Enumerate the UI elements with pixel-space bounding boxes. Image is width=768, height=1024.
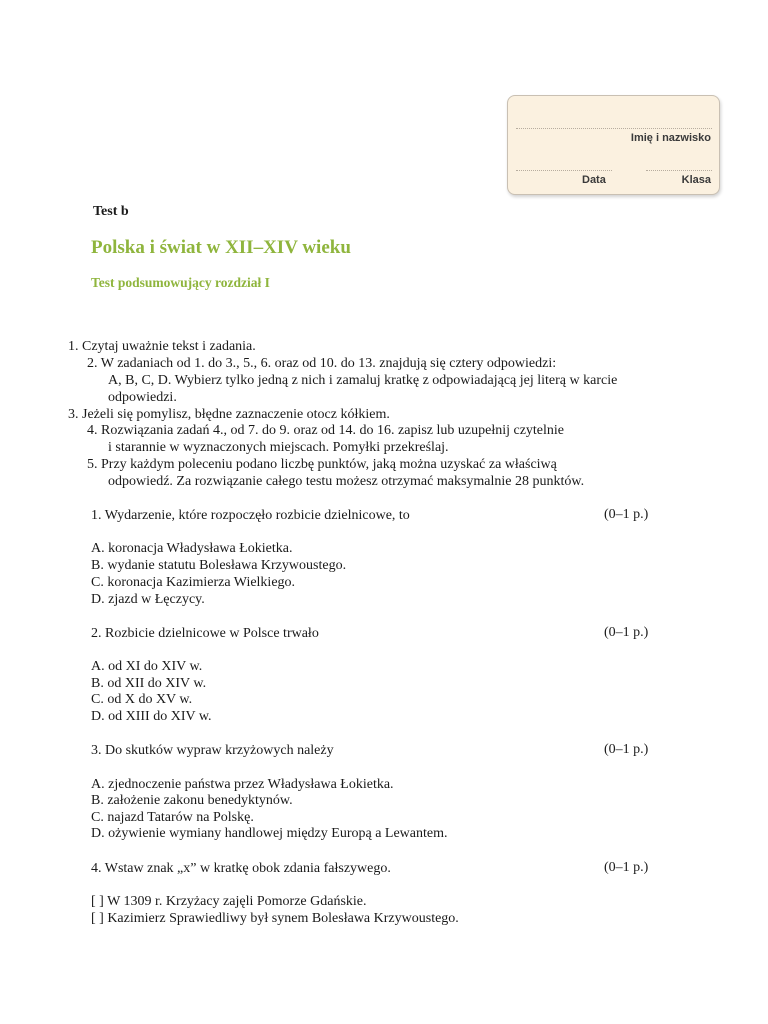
instruction-3: 3. Jeżeli się pomylisz, błędne zaznaczenie otocz kółkiem. [68, 407, 390, 422]
question-3-answer-d: D. ożywienie wymiany handlowej między Europą a Lewantem. [91, 826, 448, 841]
question-1-answer-d: D. zjazd w Łęczycy. [91, 592, 205, 607]
question-1-answer-c: C. koronacja Kazimierza Wielkiego. [91, 575, 296, 590]
question-4-statement-2[interactable]: [ ] Kazimierz Sprawiedliwy był synem Bolesława Krzywoustego. [91, 911, 459, 926]
question-1-text: 1. Wydarzenie, które rozpoczęło rozbicie dzielnicowe, to [91, 508, 410, 523]
page-subtitle: Test podsumowujący rozdział I [91, 275, 270, 290]
question-4-points: (0–1 p.) [604, 860, 649, 875]
class-label: Klasa [681, 174, 711, 186]
name-label: Imię i nazwisko [630, 132, 711, 144]
question-3-answer-a: A. zjednoczenie państwa przez Władysława Łokietka. [91, 777, 394, 792]
instruction-5: 5. Przy każdym poleceniu podano liczbę punktów, jaką można uzyskać za właściwą [87, 457, 557, 472]
question-2-answer-d: D. od XIII do XIV w. [91, 709, 212, 724]
question-2-answer-a: A. od XI do XIV w. [91, 659, 203, 674]
instruction-4: 4. Rozwiązania zadań 4., od 7. do 9. oraz od 14. do 16. zapisz lub uzupełnij czytelnie [87, 423, 565, 438]
instruction-2: 2. W zadaniach od 1. do 3., 5., 6. oraz od 10. do 13. znajdują się cztery odpowiedzi: [87, 356, 557, 371]
question-2-points: (0–1 p.) [604, 625, 649, 640]
question-4-statement-1[interactable]: [ ] W 1309 r. Krzyżacy zajęli Pomorze Gdańskie. [91, 894, 367, 909]
class-dotted-line [646, 170, 712, 171]
question-3-answer-c: C. najazd Tatarów na Polskę. [91, 810, 254, 825]
instruction-1: 1. Czytaj uważnie tekst i zadania. [68, 339, 256, 354]
question-3-answer-b: B. założenie zakonu benedyktynów. [91, 793, 293, 808]
question-1-answer-b: B. wydanie statutu Bolesława Krzywoustego. [91, 558, 347, 573]
question-2-text: 2. Rozbicie dzielnicowe w Polsce trwało [91, 626, 319, 641]
name-dotted-line [516, 128, 712, 129]
question-2-answer-b: B. od XII do XIV w. [91, 676, 207, 691]
page-title: Polska i świat w XII–XIV wieku [91, 237, 351, 258]
question-1-answer-a: A. koronacja Władysława Łokietka. [91, 541, 293, 556]
instruction-5-cont: odpowiedź. Za rozwiązanie całego testu możesz otrzymać maksymalnie 28 punktów. [108, 474, 585, 489]
question-1-points: (0–1 p.) [604, 507, 649, 522]
question-3-points: (0–1 p.) [604, 742, 649, 757]
question-3-text: 3. Do skutków wypraw krzyżowych należy [91, 743, 334, 758]
test-label: Test b [93, 204, 129, 219]
instruction-2-cont-2: odpowiedzi. [108, 390, 177, 405]
name-date-class-box [507, 95, 720, 195]
question-2-answer-c: C. od X do XV w. [91, 692, 193, 707]
instruction-2-cont: A, B, C, D. Wybierz tylko jedną z nich i zamaluj kratkę z odpowiadającą jej literą w karcie [108, 373, 618, 388]
date-label: Data [582, 174, 606, 186]
instruction-4-cont: i starannie w wyznaczonych miejscach. Pomyłki przekreślaj. [108, 440, 449, 455]
question-4-text: 4. Wstaw znak „x” w kratkę obok zdania fałszywego. [91, 861, 391, 876]
date-dotted-line [516, 170, 612, 171]
